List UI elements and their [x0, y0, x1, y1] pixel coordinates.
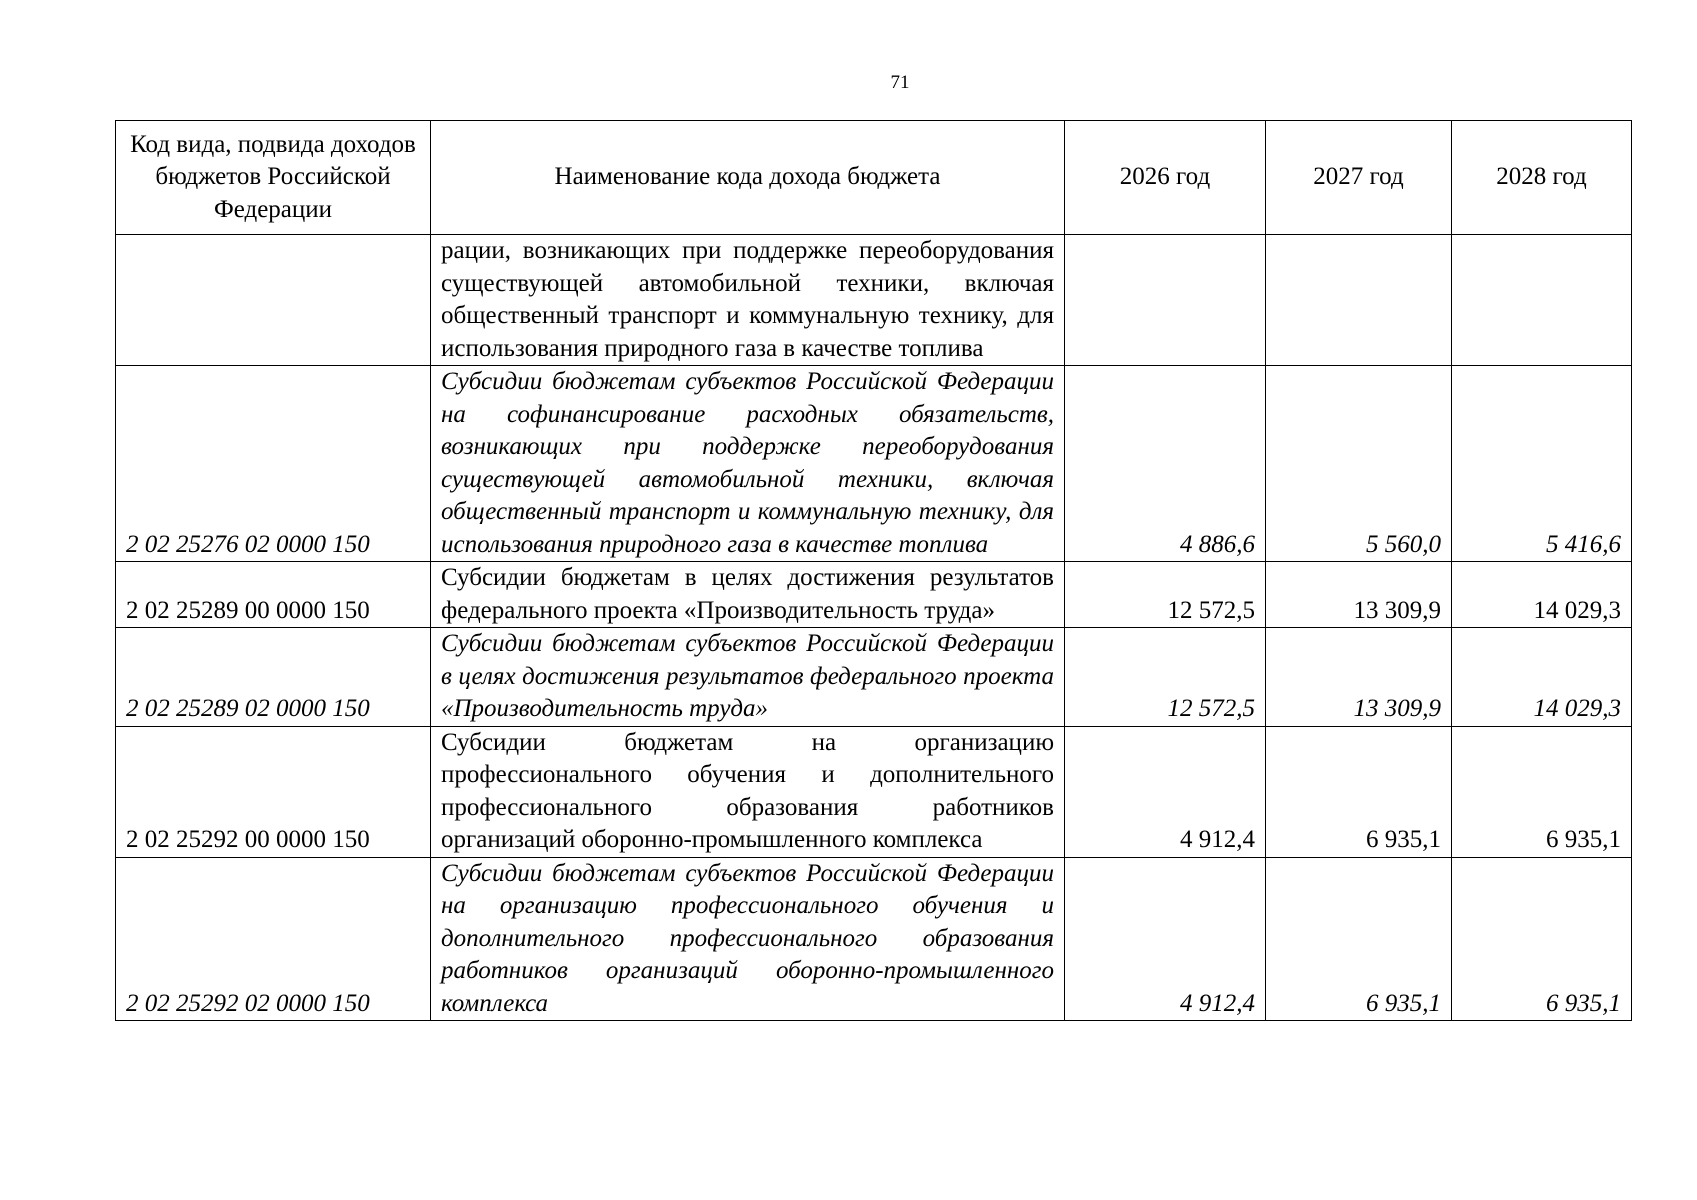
budget-income-table [115, 120, 1632, 1021]
header-code: Код вида, подвида доходов бюджетов Российской Федерации [116, 121, 431, 235]
row-code: 2 02 25292 02 0000 150 [116, 857, 431, 1021]
row-name: Субсидии бюджетам субъектов Российской Федерации на организацию профессионального обучения и дополнительного профессионального образования работников организаций оборонно-промышленного комплекса [431, 857, 1065, 1021]
row-value-2027: 13 309,9 [1266, 628, 1452, 727]
row-value-2028: 6 935,1 [1452, 726, 1632, 857]
table-row [116, 857, 1632, 1021]
row-code [116, 235, 431, 366]
row-value-2027 [1266, 235, 1452, 366]
row-value-2026: 12 572,5 [1065, 562, 1266, 628]
table-row [116, 235, 1632, 366]
row-value-2027: 13 309,9 [1266, 562, 1452, 628]
row-value-2027: 6 935,1 [1266, 857, 1452, 1021]
header-2027: 2027 год [1266, 121, 1452, 235]
row-value-2028: 5 416,6 [1452, 366, 1632, 562]
row-value-2026 [1065, 235, 1266, 366]
row-value-2028: 14 029,3 [1452, 628, 1632, 727]
row-code: 2 02 25289 02 0000 150 [116, 628, 431, 727]
row-name: рации, возникающих при поддержке переоборудования существующей автомобильной техники, включая общественный транспорт и коммунальную технику, для использования природного газа в качестве топлива [431, 235, 1065, 366]
table-row [116, 562, 1632, 628]
row-value-2028 [1452, 235, 1632, 366]
row-value-2026: 4 886,6 [1065, 366, 1266, 562]
table-row [116, 726, 1632, 857]
table-header-row [116, 121, 1632, 235]
row-name: Субсидии бюджетам на организацию профессионального обучения и дополнительного профессионального образования работников организаций оборонно-промышленного комплекса [431, 726, 1065, 857]
table-row [116, 366, 1632, 562]
row-name: Субсидии бюджетам в целях достижения результатов федерального проекта «Производительность труда» [431, 562, 1065, 628]
row-name: Субсидии бюджетам субъектов Российской Федерации на софинансирование расходных обязательств, возникающих при поддержке переоборудования существующей автомобильной техники, включая общественный транспорт и коммунальную технику, для использования природного газа в качестве топлива [431, 366, 1065, 562]
row-code: 2 02 25276 02 0000 150 [116, 366, 431, 562]
row-value-2027: 6 935,1 [1266, 726, 1452, 857]
header-2026: 2026 год [1065, 121, 1266, 235]
table-row [116, 628, 1632, 727]
row-name: Субсидии бюджетам субъектов Российской Федерации в целях достижения результатов федерального проекта «Производительность труда» [431, 628, 1065, 727]
page-number: 71 [890, 72, 910, 93]
row-value-2026: 4 912,4 [1065, 726, 1266, 857]
row-value-2028: 14 029,3 [1452, 562, 1632, 628]
row-value-2028: 6 935,1 [1452, 857, 1632, 1021]
row-value-2026: 4 912,4 [1065, 857, 1266, 1021]
header-2028: 2028 год [1452, 121, 1632, 235]
header-name: Наименование кода дохода бюджета [431, 121, 1065, 235]
row-code: 2 02 25292 00 0000 150 [116, 726, 431, 857]
row-code: 2 02 25289 00 0000 150 [116, 562, 431, 628]
row-value-2026: 12 572,5 [1065, 628, 1266, 727]
row-value-2027: 5 560,0 [1266, 366, 1452, 562]
